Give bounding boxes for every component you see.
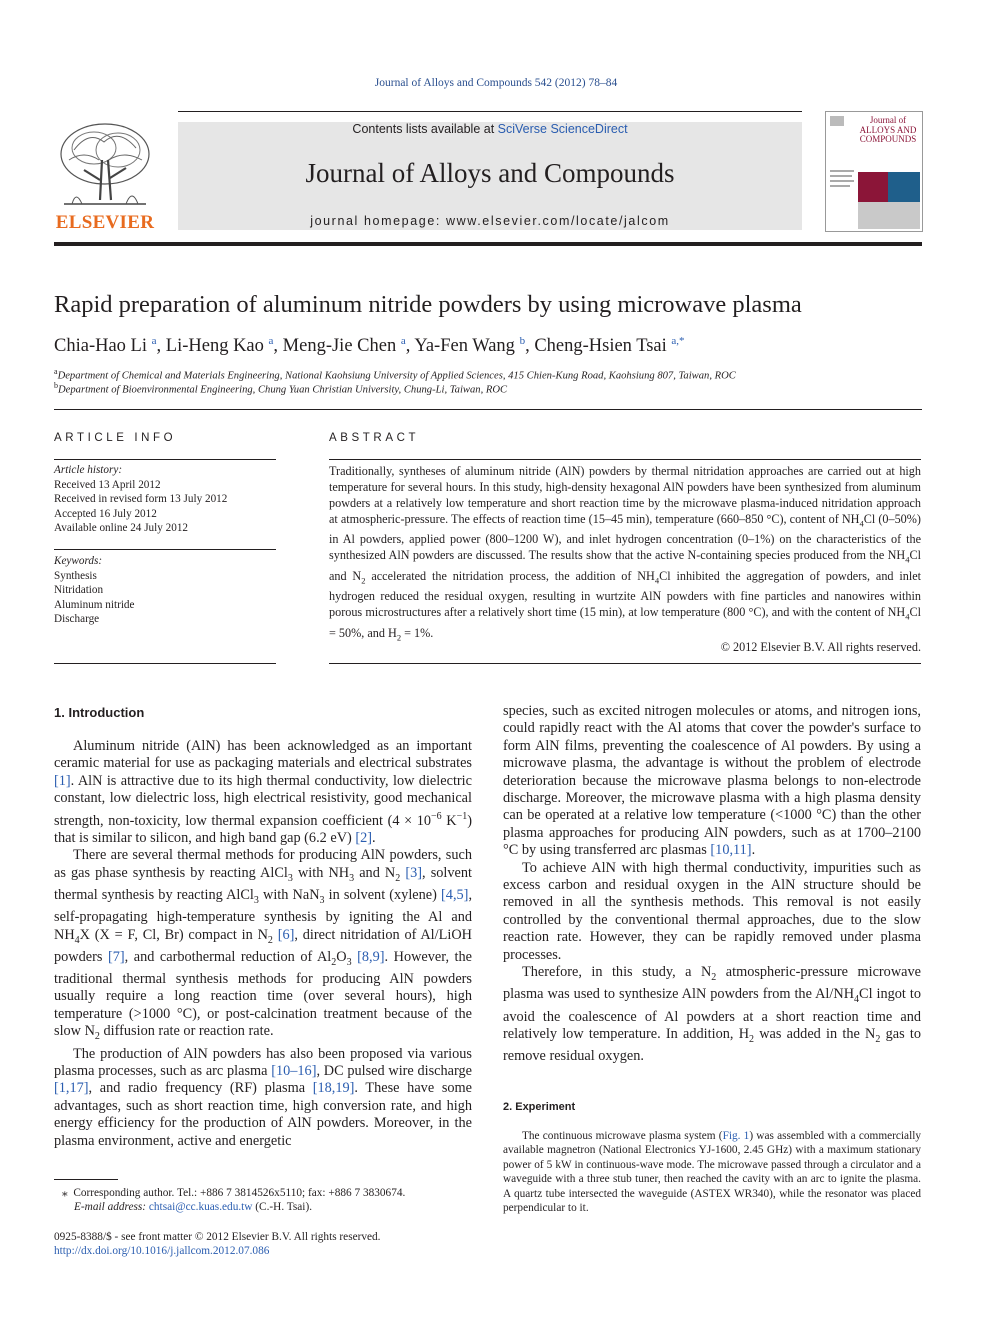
- ref-link[interactable]: [18,19]: [312, 1080, 355, 1097]
- article-info-heading: ARTICLE INFO: [54, 432, 177, 444]
- email-link[interactable]: chtsai@cc.kuas.edu.tw: [148, 1201, 253, 1213]
- elsevier-wordmark: ELSEVIER: [55, 212, 155, 233]
- abstract-rule-top: [329, 459, 921, 460]
- abstract-rule-bottom: [329, 663, 921, 664]
- info-rule-bottom: [54, 663, 276, 664]
- contents-line: [178, 122, 802, 136]
- journal-masthead: [178, 122, 802, 230]
- ref-link[interactable]: [2]: [355, 829, 373, 846]
- header-top-rule: [178, 111, 802, 112]
- author-name: Meng-Jie Chen: [282, 336, 397, 357]
- history-label: Article history:: [54, 464, 123, 476]
- ref-link[interactable]: [3]: [405, 864, 423, 881]
- journal-title: Journal of Alloys and Compounds: [305, 158, 675, 188]
- keywords-block: [54, 554, 134, 627]
- header-thick-rule: [54, 242, 922, 246]
- section-heading-introduction: 1. Introduction: [54, 705, 145, 720]
- affiliation-b: [54, 381, 507, 396]
- cover-title: Journal of ALLOYS AND COMPOUNDS: [859, 115, 917, 144]
- author-name: Ya-Fen Wang: [414, 336, 515, 357]
- corresponding-star: ⁎: [62, 1187, 68, 1199]
- section-heading-experiment: 2. Experiment: [503, 1101, 576, 1113]
- affiliation-rule: [54, 409, 922, 410]
- ref-link[interactable]: [8,9]: [357, 948, 385, 965]
- keyword: Discharge: [54, 613, 100, 626]
- author-name: Li-Heng Kao: [165, 336, 264, 357]
- info-rule-top: [54, 459, 276, 460]
- history-online: Available online 24 July 2012: [54, 522, 189, 535]
- affiliation-mark: b: [54, 381, 58, 390]
- doi-link[interactable]: http://dx.doi.org/10.1016/j.jallcom.2012.07.086: [54, 1245, 270, 1257]
- affiliation-text: Department of Bioenvironmental Engineering, Chung Yuan Christian University, Chung-Li, Taiwan, ROC: [58, 384, 508, 396]
- history-revised: Received in revised form 13 July 2012: [54, 493, 228, 506]
- ref-link[interactable]: [4,5]: [441, 886, 469, 903]
- keywords-label: Keywords:: [54, 555, 103, 567]
- ref-link[interactable]: [10,11]: [710, 842, 752, 859]
- intro-right-column: [503, 703, 921, 1066]
- author-list: Chia-Hao Li $^a$, Li-Heng Kao $^a$, Meng-Jie Chen $^a$, Ya-Fen Wang $^b$, Cheng-Hsien Tsai $^{a,*}$: [54, 335, 685, 357]
- affiliation-text: Department of Chemical and Materials Engineering, National Kaohsiung University of Applied Sciences, 415 Chien-Kung Road, Kaohsiung 807, Taiwan, ROC: [57, 370, 736, 382]
- affiliation-mark: a: [54, 367, 58, 376]
- paragraph: Therefore, in this study, a $N_2$ atmospheric-pressure microwave plasma was used to synthesize AlN powders from the $Al/NH_4Cl$ ingot to avoid the coalescence of Al powders at a short reaction time and relatively low temperature. In addition, $H_2$ was added in the $N_2$ gas to remove residual oxygen.: [503, 964, 922, 1065]
- experiment-text: [503, 1129, 921, 1215]
- ref-link[interactable]: [1,17]: [54, 1080, 89, 1097]
- info-rule-mid: [54, 549, 276, 550]
- journal-citation[interactable]: Journal of Alloys and Compounds 542 (2012) 78–84: [374, 77, 618, 89]
- author-affiliation-mark[interactable]: a: [400, 335, 406, 347]
- article-title: Rapid preparation of aluminum nitride powders by using microwave plasma: [54, 291, 802, 318]
- email-note: E-mail address: chtsai@cc.kuas.edu.tw (C.-H. Tsai).: [74, 1201, 313, 1213]
- abstract-text: Traditionally, syntheses of aluminum nitride (AlN) powders by thermal nitridation approaches are carried out at high temperature for several hours. In this study, high-density hexagonal AlN powders have been synthesized from aluminum powders at a relatively low temperature and short reaction time by the microwave plasma-induced nitridation approach at atmospheric-pressure. The effects of reaction time (15–45 min), temperature (660–850 °C), content of $NH_4Cl$ (0–50%) in Al powders, applied power (800–1200 W), and inlet hydrogen concentration (0–1%) on the characteristics of the synthesized AlN powders are discussed. The results show that the active N-containing species produced from the $NH_4Cl$ and $N_2$ accelerated the nitridation process, the addition of $NH_4Cl$ inhibited the aggregation of powders, and inlet hydrogen reduced the residual oxygen, resulting in wurtzite AlN powders with fine particles and nanowires within porous microstructures after a relatively short time (15 min), at low temperature (800 °C), and with the content of $NH_4Cl = 50\%$, and $H_2 = 1\%$.: [329, 464, 922, 643]
- keyword: Nitridation: [54, 584, 104, 597]
- abstract-copyright: © 2012 Elsevier B.V. All rights reserved.: [720, 640, 921, 654]
- abstract-heading: ABSTRACT: [329, 432, 420, 444]
- author-name: Cheng-Hsien Tsai: [534, 336, 667, 357]
- ref-link[interactable]: [10–16]: [271, 1062, 317, 1079]
- ref-link[interactable]: [1]: [54, 772, 71, 789]
- contents-prefix: Contents lists available at: [352, 122, 495, 136]
- author-name: Chia-Hao Li: [54, 336, 147, 357]
- affiliation-a: [54, 367, 736, 382]
- author-affiliation-mark[interactable]: a: [268, 335, 274, 347]
- journal-cover-thumbnail: [825, 111, 923, 232]
- issn-line: 0925-8388/$ - see front matter © 2012 Elsevier B.V. All rights reserved.: [54, 1231, 381, 1243]
- ref-link[interactable]: [7]: [107, 948, 125, 965]
- keyword: Synthesis: [54, 569, 97, 582]
- sciencedirect-link[interactable]: SciVerse ScienceDirect: [497, 122, 628, 136]
- author-affiliation-mark[interactable]: b: [519, 335, 526, 347]
- author-affiliation-mark[interactable]: a,*: [671, 335, 685, 347]
- paragraph: There are several thermal methods for producing AlN powders, such as gas phase synthesis by reacting AlCl$_3$ with $NH_3$ and $N_2$ [3], solvent thermal synthesis by reacting AlCl$_3$ with NaN$_3$ in solvent (xylene) [4,5], self-propagating high-temperature synthesis by igniting the Al and $NH_4X$ (X = F, Cl, Br) compact in $N_2$ [6], direct nitridation of Al/LiOH powders [7], and carbothermal reduction of $Al_2O_3$ [8,9]. However, the traditional thermal synthesis methods for producing AlN powders usually require a long reaction time (over several hours), high temperature (>1000 °C), or post-calcination treatment because of the slow $N_2$ diffusion rate or reaction rate.: [54, 847, 473, 1043]
- history-accepted: Accepted 16 July 2012: [54, 507, 157, 520]
- history-received: Received 13 April 2012: [54, 478, 161, 491]
- paragraph: species, such as excited nitrogen molecules or atoms, and nitrogen ions, could rapidly react with the Al atoms that cover the powder's surface to form AlN films, preventing the coalescence of Al powders. By using a microwave plasma, the advantage is without the problem of electrode deterioration because the microwave plasma belongs to non-electrode discharge. Moreover, the microwave plasma with a high plasma density can be operated at a relative low temperature (<1000 °C) than the other plasma approaches for producing AlN powders, such as at 1700–2100 °C by using transferred arc plasmas [10,11].: [503, 703, 921, 859]
- footnote-rule: [54, 1179, 118, 1180]
- corresponding-author-note: ⁎ Corresponding author. Tel.: +886 7 3814526x5110; fax: +886 7 3830674.: [62, 1187, 406, 1199]
- journal-homepage[interactable]: journal homepage: www.elsevier.com/locate/jalcom: [310, 214, 670, 228]
- intro-left-column: [54, 738, 472, 1150]
- article-history: [54, 463, 227, 536]
- tree-icon: [54, 120, 156, 212]
- keyword: Aluminum nitride: [54, 598, 135, 611]
- figure-link[interactable]: Fig. 1: [722, 1130, 750, 1142]
- paragraph: The continuous microwave plasma system (Fig. 1) was assembled with a commercially available magnetron (National Electronics YJ-1600, 2.45 GHz) with a maximum stationary power of 5 kW in continuous-wave mode. The microwave passed through a circulator and a waveguide with a three stub tuner, then reached the cavity with an arc to ignite the plasma. A quartz tube intersected the waveguide (ASTEX WR340), while the resonator was placed perpendicular to it.: [503, 1130, 922, 1215]
- paragraph: Aluminum nitride (AlN) has been acknowledged as an important ceramic material for use as packaging materials and electrical substrates [1]. AlN is attractive due to its high thermal conductivity, low dielectric constant, low dielectric loss, high electrical resistivity, good mechanical strength, non-toxicity, low thermal expansion coefficient ($4 \times 10^{-6}$ $K^{-1}$) that is similar to silicon, and high band gap (6.2 eV) [2].: [54, 738, 473, 846]
- ref-link[interactable]: [6]: [277, 926, 295, 943]
- author-affiliation-mark[interactable]: a: [151, 335, 157, 347]
- paragraph: The production of AlN powders has also been proposed via various plasma processes, such as arc plasma [10–16], DC pulsed wire discharge [1,17], and radio frequency (RF) plasma [18,19]. These have some advantages, such as short reaction time, high conversion rate, and high energy efficiency for the production of AlN powders. Moreover, in the plasma environment, active and energetic: [54, 1045, 473, 1149]
- paragraph: To achieve AlN with high thermal conductivity, impurities such as excess carbon and residual oxygen in the AlN structure should be removed in all the synthesis methods. This removal is not easily controlled by the conventional thermal approaches, due to the slow reaction rate. However, they can be rapidly removed under plasma processes.: [503, 859, 921, 963]
